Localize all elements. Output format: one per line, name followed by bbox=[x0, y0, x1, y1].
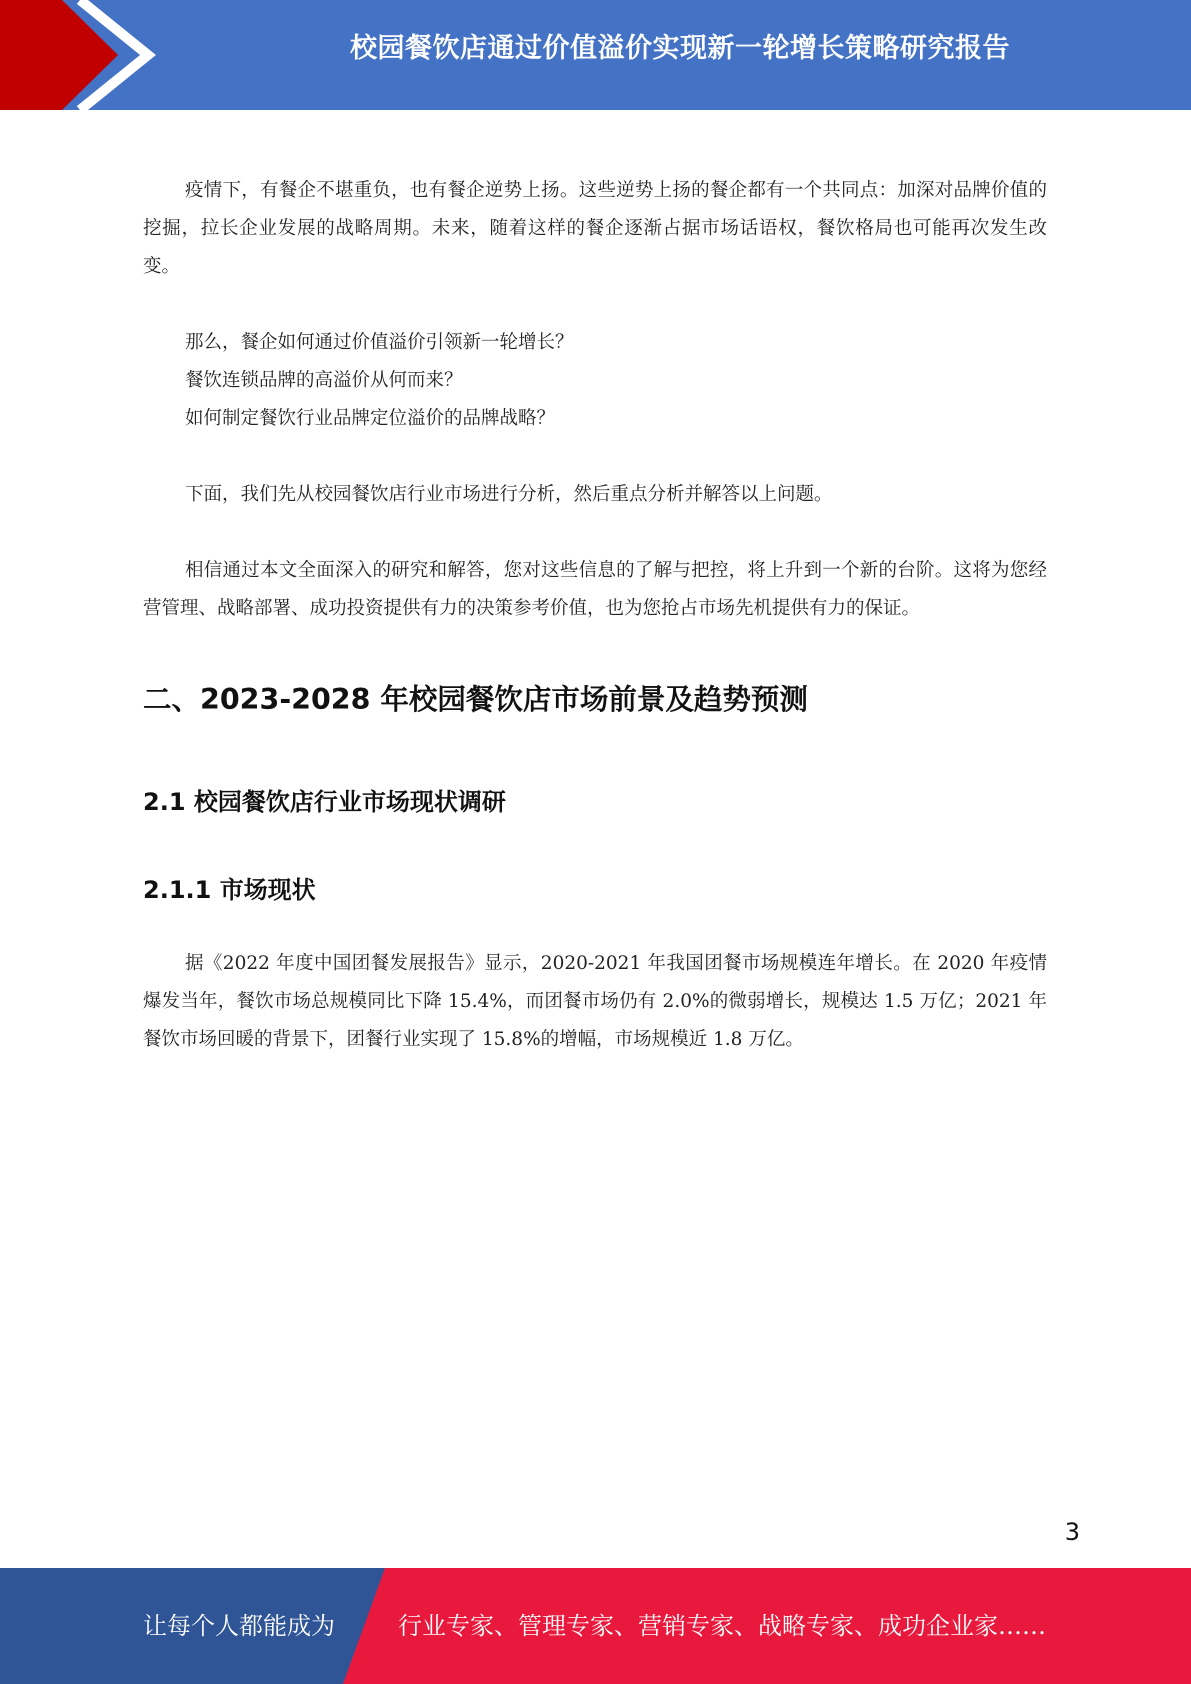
section-heading: 二、2023-2028 年校园餐饮店市场前景及趋势预测 bbox=[143, 683, 808, 716]
subsubsection-heading: 2.1.1 市场现状 bbox=[143, 876, 316, 904]
page-content bbox=[143, 172, 1047, 1059]
footer-slogan-left: 让每个人都能成为 bbox=[143, 1612, 335, 1640]
question-2: 餐饮连锁品牌的高溢价从何而来？ bbox=[185, 370, 463, 391]
page-number: 3 bbox=[1064, 1518, 1080, 1546]
question-3: 如何制定餐饮行业品牌定位溢价的品牌战略？ bbox=[185, 408, 556, 429]
intro-paragraph-1: 疫情下，有餐企不堪重负，也有餐企逆势上扬。这些逆势上扬的餐企都有一个共同点：加深对品牌价值的挖掘，拉长企业发展的战略周期。未来，随着这样的餐企逐渐占据市场话语权，餐饮格局也可能再次发生改变。 bbox=[143, 180, 1047, 277]
report-title: 校园餐饮店通过价值溢价实现新一轮增长策略研究报告 bbox=[350, 33, 1010, 64]
market-status-paragraph: 据《2022 年度中国团餐发展报告》显示，2020-2021 年我国团餐市场规模连年增长。在 2020 年疫情爆发当年，餐饮市场总规模同比下降 15.4%，而团餐市场仍有 2.0%的微弱增长，规模达 1.5 万亿；2021 年餐饮市场回暖的背景下，团餐行业实现了 15.8%的增幅，市场规模近 1.8 万亿。 bbox=[143, 953, 1047, 1050]
subsection-heading: 2.1 校园餐饮店行业市场现状调研 bbox=[143, 788, 506, 816]
footer-slogan-right: 行业专家、管理专家、营销专家、战略专家、成功企业家…… bbox=[398, 1612, 1046, 1640]
intro-paragraph-2: 下面，我们先从校园餐饮店行业市场进行分析，然后重点分析并解答以上问题。 bbox=[185, 484, 833, 505]
header-banner bbox=[0, 0, 1191, 110]
footer-banner bbox=[0, 1568, 1191, 1684]
question-1: 那么，餐企如何通过价值溢价引领新一轮增长？ bbox=[185, 332, 574, 353]
header-arrow-decoration bbox=[0, 0, 160, 110]
intro-paragraph-3: 相信通过本文全面深入的研究和解答，您对这些信息的了解与把控，将上升到一个新的台阶。这将为您经营管理、战略部署、成功投资提供有力的决策参考价值，也为您抢占市场先机提供有力的保证。 bbox=[143, 560, 1047, 619]
